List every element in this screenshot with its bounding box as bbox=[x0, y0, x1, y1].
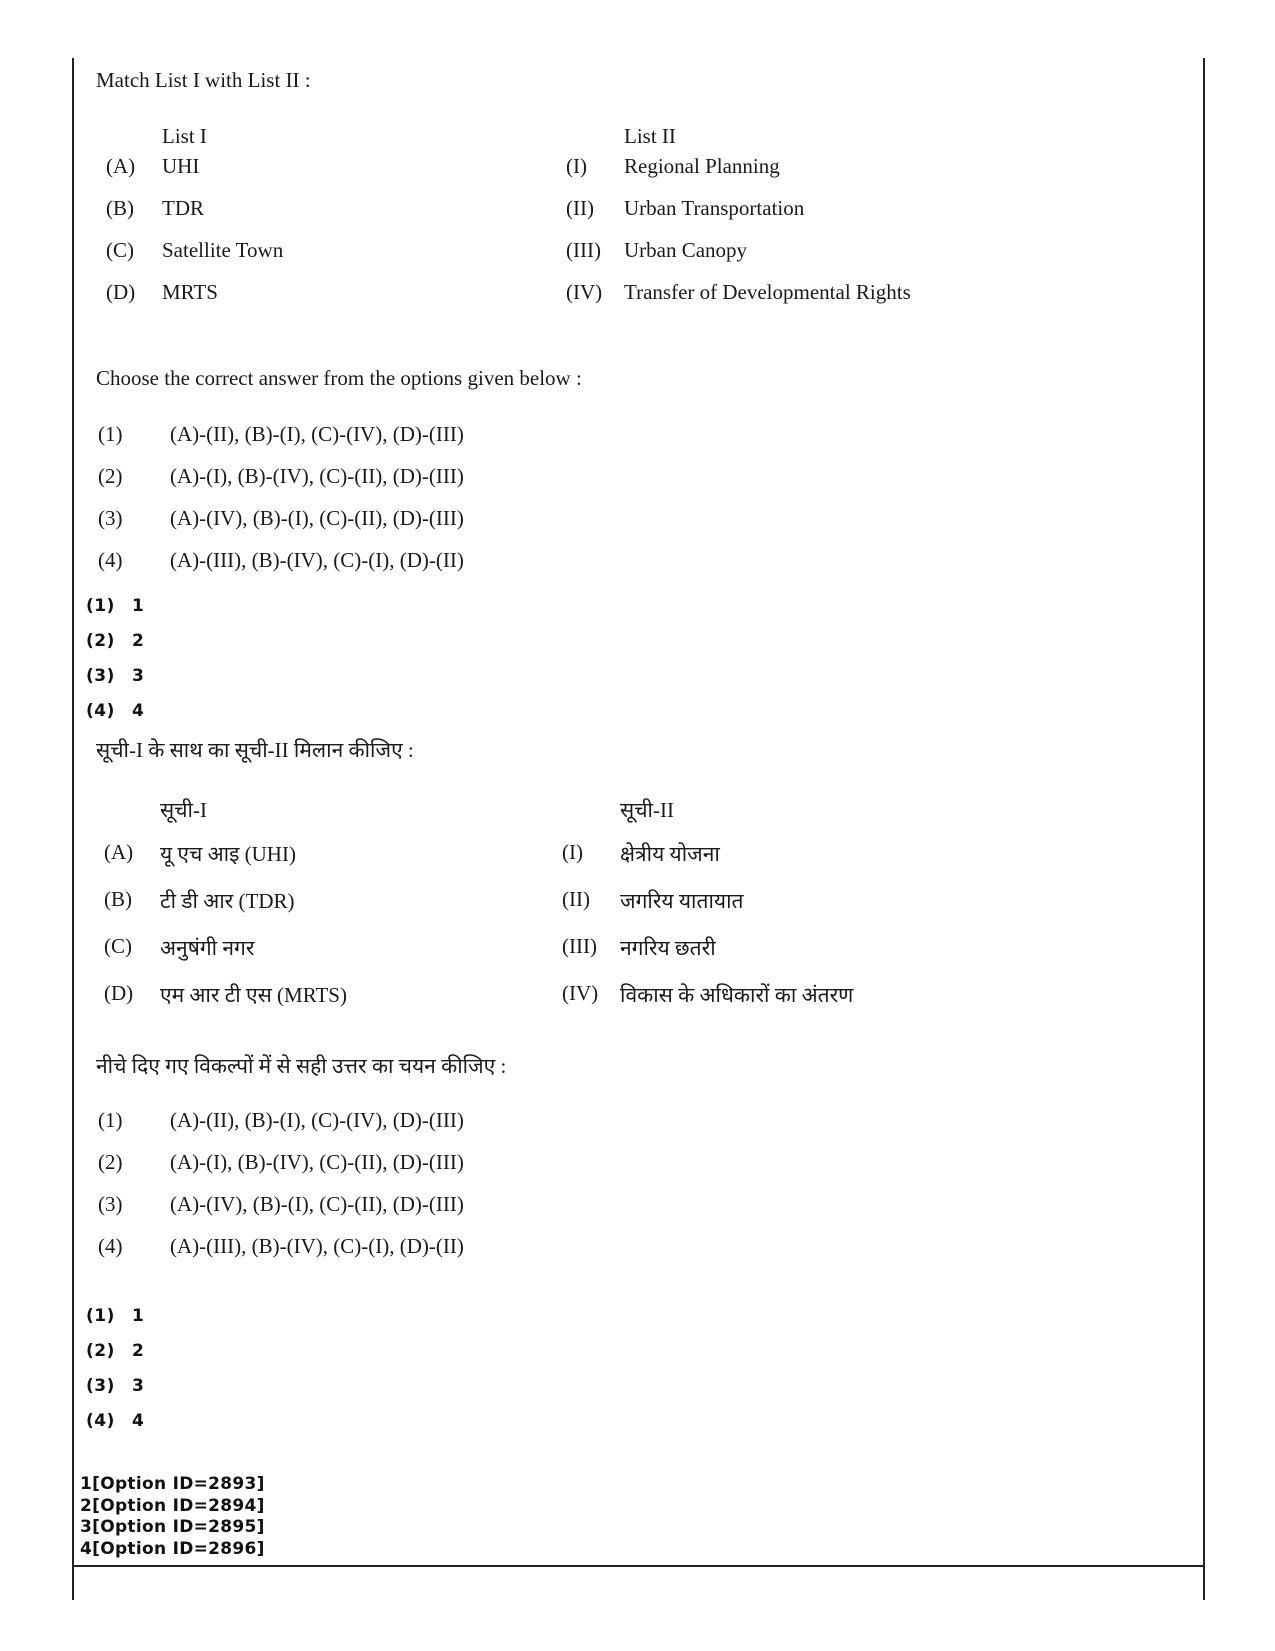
list-2-item: (IV) विकास के अधिकारों का अंतरण bbox=[562, 981, 854, 1007]
page-border-left bbox=[72, 58, 74, 1600]
hindi-question-block bbox=[96, 736, 1176, 764]
option-row: (3) (A)-(IV), (B)-(I), (C)-(II), (D)-(III) bbox=[98, 1192, 464, 1216]
list-1-item: (D) MRTS bbox=[106, 280, 218, 304]
list-2-header: List II bbox=[624, 124, 676, 148]
list-2 bbox=[566, 124, 911, 322]
option-row: (1) (A)-(II), (B)-(I), (C)-(IV), (D)-(III) bbox=[98, 1108, 464, 1132]
hindi-match-lists bbox=[96, 796, 1176, 1007]
list-2-header-hindi: सूची-II bbox=[620, 798, 674, 822]
english-match-lists bbox=[96, 124, 1176, 304]
hindi-choose-instruction: नीचे दिए गए विकल्पों में से सही उत्तर का चयन कीजिए : bbox=[96, 1054, 507, 1078]
page-border-bottom bbox=[72, 1565, 1205, 1567]
list-2-item: (I) Regional Planning bbox=[566, 154, 780, 178]
list-1-header-hindi: सूची-I bbox=[160, 798, 207, 822]
list-1 bbox=[106, 124, 283, 322]
list-1-item: (B) TDR bbox=[106, 196, 204, 220]
answer-choice[interactable]: (2) 2 bbox=[86, 1341, 145, 1361]
list-1-item: (C) Satellite Town bbox=[106, 238, 284, 262]
list-2-item: (I) क्षेत्रीय योजना bbox=[562, 840, 720, 866]
list-1-item: (D) एम आर टी एस (MRTS) bbox=[104, 981, 347, 1007]
list-2-item: (III) Urban Canopy bbox=[566, 238, 748, 262]
list-1-hindi bbox=[104, 796, 347, 1028]
answer-choice[interactable]: (4) 4 bbox=[86, 1411, 145, 1431]
option-id: 3[Option ID=2895] bbox=[80, 1517, 265, 1537]
option-id: 2[Option ID=2894] bbox=[80, 1495, 265, 1516]
list-1-item: (A) UHI bbox=[106, 154, 200, 178]
option-row: (3) (A)-(IV), (B)-(I), (C)-(II), (D)-(III) bbox=[98, 506, 464, 530]
answer-choice[interactable]: (3) 3 bbox=[86, 666, 145, 686]
english-answer-choices bbox=[86, 596, 1166, 736]
english-choose-instruction: Choose the correct answer from the options given below : bbox=[96, 366, 582, 390]
list-2-item: (II) Urban Transportation bbox=[566, 196, 805, 220]
list-1-item: (B) टी डी आर (TDR) bbox=[104, 887, 295, 913]
list-1-item: (A) यू एच आइ (UHI) bbox=[104, 840, 296, 866]
option-row: (4) (A)-(III), (B)-(IV), (C)-(I), (D)-(II) bbox=[98, 548, 464, 572]
english-options bbox=[96, 422, 1176, 590]
option-id: 1[Option ID=2893] bbox=[80, 1474, 265, 1494]
list-2-item: (IV) Transfer of Developmental Rights bbox=[566, 280, 911, 304]
option-row: (1) (A)-(II), (B)-(I), (C)-(IV), (D)-(III) bbox=[98, 422, 464, 446]
list-1-header: List I bbox=[162, 124, 207, 148]
question-text-hindi: सूची-I के साथ का सूची-II मिलान कीजिए : bbox=[96, 738, 414, 762]
answer-choice[interactable]: (3) 3 bbox=[86, 1376, 145, 1396]
option-row: (2) (A)-(I), (B)-(IV), (C)-(II), (D)-(III) bbox=[98, 1150, 464, 1174]
list-2-hindi bbox=[562, 796, 853, 1028]
answer-choice[interactable]: (1) 1 bbox=[86, 1306, 145, 1326]
answer-choice[interactable]: (4) 4 bbox=[86, 701, 145, 721]
answer-choice[interactable]: (2) 2 bbox=[86, 631, 145, 651]
english-question-block bbox=[96, 68, 1176, 93]
list-1-item: (C) अनुषंगी नगर bbox=[104, 934, 255, 960]
page-border-right bbox=[1203, 58, 1205, 1600]
hindi-answer-choices bbox=[86, 1306, 1166, 1446]
option-id: 4[Option ID=2896] bbox=[80, 1538, 265, 1559]
answer-choice[interactable]: (1) 1 bbox=[86, 596, 145, 616]
option-row: (2) (A)-(I), (B)-(IV), (C)-(II), (D)-(III) bbox=[98, 464, 464, 488]
option-id-list bbox=[80, 1474, 1160, 1560]
list-2-item: (II) जगरिय यातायात bbox=[562, 887, 744, 913]
question-text: Match List I with List II : bbox=[96, 68, 311, 92]
option-row: (4) (A)-(III), (B)-(IV), (C)-(I), (D)-(II) bbox=[98, 1234, 464, 1258]
hindi-options bbox=[96, 1108, 1176, 1276]
list-2-item: (III) नगरिय छतरी bbox=[562, 934, 716, 960]
